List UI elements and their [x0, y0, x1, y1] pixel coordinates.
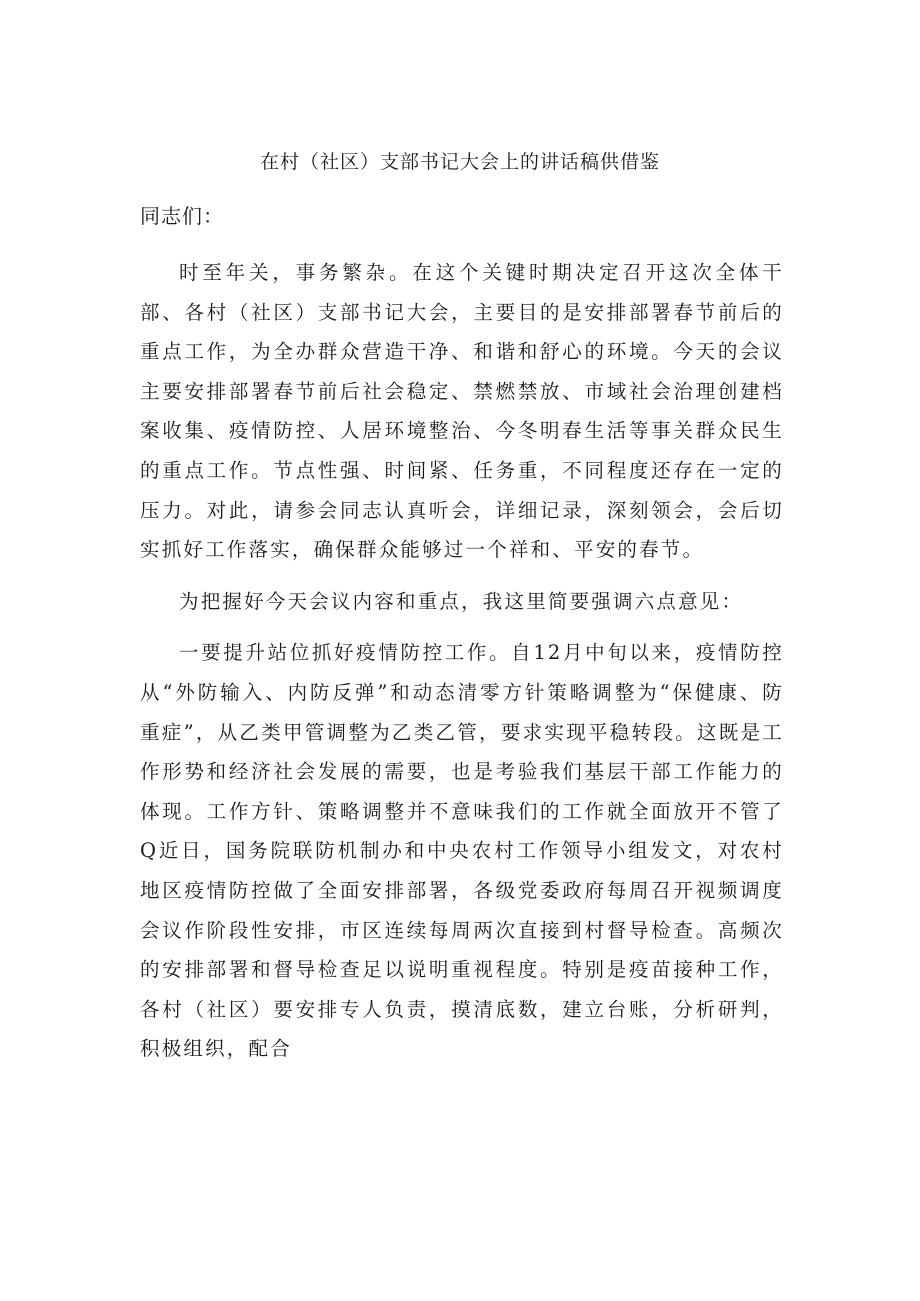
paragraph-intro: 为把握好今天会议内容和重点，我这里简要强调六点意见：: [179, 589, 744, 613]
document-body: [140, 253, 784, 1081]
salutation: 同志们：: [140, 204, 224, 228]
document-title: 在村（社区）支部书记大会上的讲话稿供借鉴: [259, 151, 660, 173]
paragraph-opening: 时至年关，事务繁杂。在这个关键时期决定召开这次全体干部、各村（社区）支部书记大会，主要目的是安排部署春节前后的重点工作，为全办群众营造干净、和谐和舒心的环境。今天的会议主要安排部署春节前后社会稳定、禁燃禁放、市域社会治理创建档案收集、疫情防控、人居环境整治、今冬明春生活等事关群众民生的重点工作。节点性强、时间紧、任务重，不同程度还存在一定的压力。对此，请参会同志认真听会，详细记录，深刻领会，会后切实抓好工作落实，确保群众能够过一个祥和、平安的春节。: [140, 261, 784, 562]
paragraph-point-one: 一要提升站位抓好疫情防控工作。自12月中旬以来，疫情防控从“外防输入、内防反弹”和动态清零方针策略调整为“保健康、防重症”，从乙类甲管调整为乙类乙管，要求实现平稳转段。这既是工作形势和经济社会发展的需要，也是考验我们基层干部工作能力的体现。工作方针、策略调整并不意味我们的工作就全面放开不管了Q近日，国务院联防机制办和中央农村工作领导小组发文，对农村地区疫情防控做了全面安排部署，各级党委政府每周召开视频调度会议作阶段性安排，市区连续每周两次直接到村督导检查。高频次的安排部署和督导检查足以说明重视程度。特别是疫苗接种工作，各村（社区）要安排专人负责，摸清底数，建立台账，分析研判，积极组织，配合: [140, 641, 784, 1061]
